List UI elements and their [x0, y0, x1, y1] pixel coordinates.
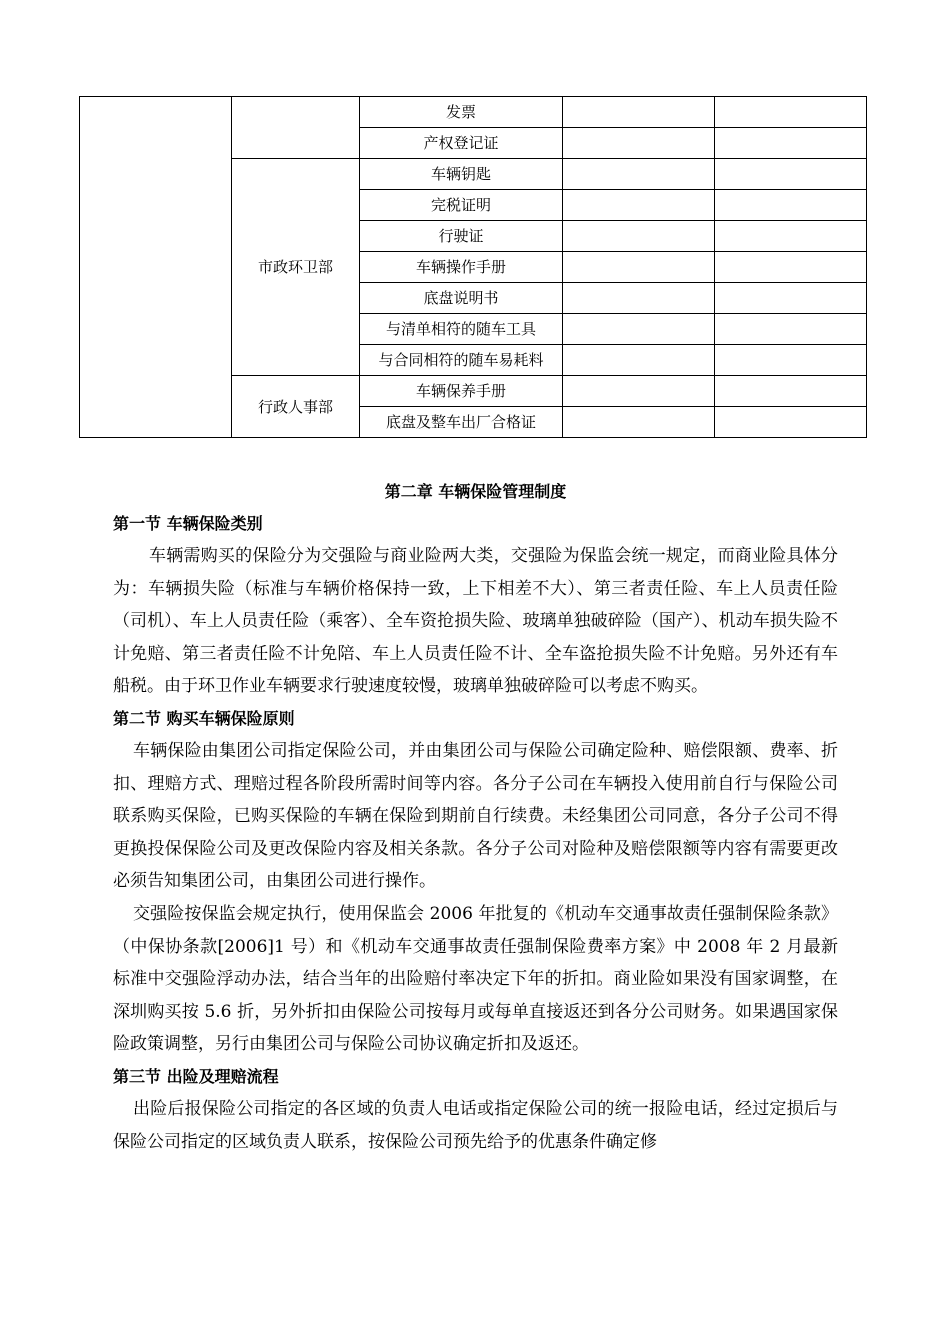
dept-cell-admin: 行政人事部 [232, 376, 360, 438]
document-body [113, 476, 838, 1158]
table-row [80, 97, 867, 128]
table-cell-empty [232, 97, 360, 159]
item-cell: 与合同相符的随车易耗料 [360, 345, 563, 376]
item-cell: 底盘说明书 [360, 283, 563, 314]
paragraph: 车辆保险由集团公司指定保险公司，并由集团公司与保险公司确定险种、赔偿限额、费率、折扣、理赔方式、理赔过程各阶段所需时间等内容。各分子公司在车辆投入使用前自行与保险公司联系购买保险，已购买保险的车辆在保险到期前自行续费。未经集团公司同意，各分子公司不得更换投保保险公司及更改保险内容及相关条款。各分子公司对险种及赔偿限额等内容有需要更改必须告知集团公司，由集团公司进行操作。 [113, 740, 838, 892]
paragraph: 交强险按保监会规定执行，使用保监会 2006 年批复的《机动车交通事故责任强制保险条款》（中保协条款[2006]1 号）和《机动车交通事故责任强制保险费率方案》中 2008 年 2 月最新标准中交强险浮动办法，结合当年的出险赔付率决定下年的折扣。商业险如果没有国家调整，在深圳购买按 5.6 折，另外折扣由保险公司按每月或每单直接返还到各分公司财务。如果遇国家保险政策调整，另行由集团公司与保险公司协议确定折扣及返还。 [113, 903, 838, 1055]
item-cell: 车辆保养手册 [360, 376, 563, 407]
item-cell: 底盘及整车出厂合格证 [360, 407, 563, 438]
dept-cell-municipal: 市政环卫部 [232, 159, 360, 376]
section-title: 第三节 出险及理赔流程 [113, 1066, 279, 1086]
item-cell: 车辆操作手册 [360, 252, 563, 283]
vehicle-documents-table [79, 96, 867, 438]
paragraph: 出险后报保险公司指定的各区域的负责人电话或指定保险公司的统一报险电话，经过定损后与保险公司指定的区域负责人联系，按保险公司预先给予的优惠条件确定修 [113, 1098, 838, 1152]
item-cell: 车辆钥匙 [360, 159, 563, 190]
item-cell: 产权登记证 [360, 128, 563, 159]
item-cell: 完税证明 [360, 190, 563, 221]
item-cell: 行驶证 [360, 221, 563, 252]
chapter-title: 第二章 车辆保险管理制度 [384, 482, 567, 501]
paragraph: 车辆需购买的保险分为交强险与商业险两大类，交强险为保监会统一规定，而商业险具体分为：车辆损失险（标准与车辆价格保持一致，上下相差不大）、第三者责任险、车上人员责任险（司机）、车上人员责任险（乘客）、全车资抢损失险、玻璃单独破碎险（国产）、机动车损失险不计免赔、第三者责任险不计免陪、车上人员责任险不计、全车盗抢损失险不计免赔。另外还有车船税。由于环卫作业车辆要求行驶速度较慢，玻璃单独破碎险可以考虑不购买。 [113, 546, 838, 697]
item-cell: 发票 [360, 97, 563, 128]
table-cell-empty [80, 97, 232, 438]
section-title: 第二节 购买车辆保险原则 [113, 708, 295, 728]
section-title: 第一节 车辆保险类别 [113, 514, 263, 533]
item-cell: 与清单相符的随车工具 [360, 314, 563, 345]
